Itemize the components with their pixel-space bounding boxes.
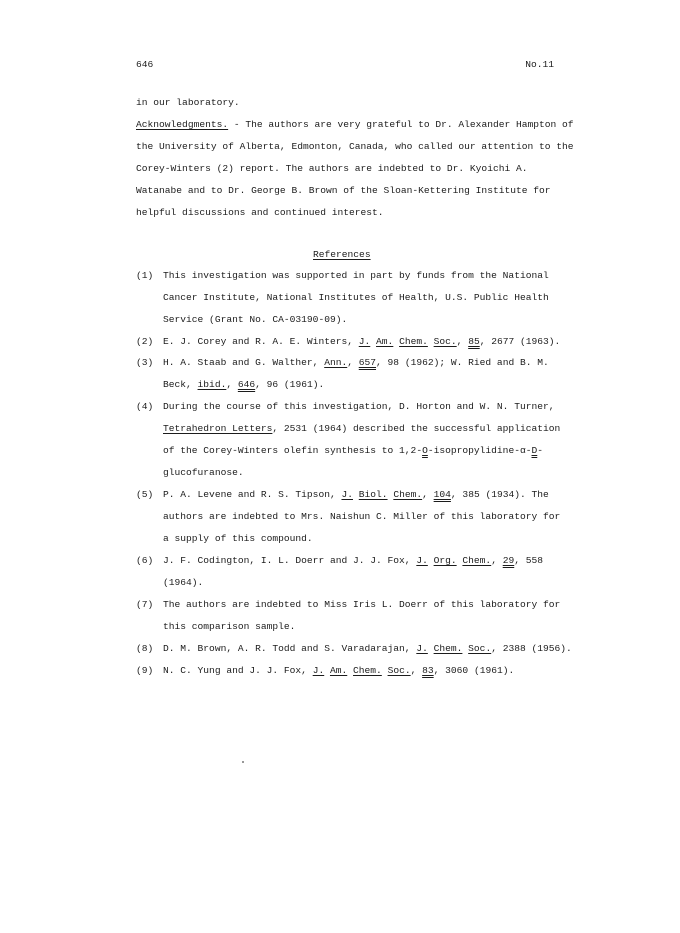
- ref-9-line-1: N. C. Yung and J. J. Fox, J. Am. Chem. Soc., 83, 3060 (1961).: [163, 665, 515, 676]
- ref-3-line-2: Beck, ibid., 646, 96 (1961).: [163, 379, 325, 390]
- ref-4-line-1: During the course of this investigation, D. Horton and W. N. Turner,: [163, 401, 555, 412]
- ref-8-number: (8): [136, 643, 154, 654]
- ref-7-line-2: this comparison sample.: [163, 621, 296, 632]
- ref-6-line-2: (1964).: [163, 577, 204, 588]
- ref-9-number: (9): [136, 665, 154, 676]
- ref-3-line-1: H. A. Staab and G. Walther, Ann., 657, 98 (1962); W. Ried and B. M.: [163, 357, 549, 368]
- ref-1-line-3: Service (Grant No. CA-03190-09).: [163, 314, 348, 325]
- references-heading: References: [313, 249, 371, 260]
- print-speck: [242, 761, 244, 763]
- acknowledgments-line-1: Acknowledgments. - The authors are very grateful to Dr. Alexander Hampton of: [136, 119, 574, 130]
- ref-4-line-4: glucofuranose.: [163, 467, 244, 478]
- ref-7-number: (7): [136, 599, 154, 610]
- page-number: 646: [136, 59, 154, 70]
- issue-number: No.11: [525, 59, 554, 70]
- ref-4-line-3: of the Corey-Winters olefin synthesis to 1,2-O-isopropylidine-α-D-: [163, 445, 544, 456]
- ref-6-number: (6): [136, 555, 154, 566]
- ref-8-line-1: D. M. Brown, A. R. Todd and S. Varadarajan, J. Chem. Soc., 2388 (1956).: [163, 643, 572, 654]
- acknowledgments-line-5: helpful discussions and continued interest.: [136, 207, 384, 218]
- ref-2-line-1: E. J. Corey and R. A. E. Winters, J. Am. Chem. Soc., 85, 2677 (1963).: [163, 336, 561, 347]
- ref-3-number: (3): [136, 357, 154, 368]
- ref-2-number: (2): [136, 336, 154, 347]
- ref-1-line-2: Cancer Institute, National Institutes of Health, U.S. Public Health: [163, 292, 549, 303]
- acknowledgments-line-4: Watanabe and to Dr. George B. Brown of the Sloan-Kettering Institute for: [136, 185, 551, 196]
- ref-1-number: (1): [136, 270, 154, 281]
- intro-line: in our laboratory.: [136, 97, 240, 108]
- ref-4-number: (4): [136, 401, 154, 412]
- ref-5-number: (5): [136, 489, 154, 500]
- ref-4-line-2: Tetrahedron Letters, 2531 (1964) described the successful application: [163, 423, 561, 434]
- ref-5-line-1: P. A. Levene and R. S. Tipson, J. Biol. Chem., 104, 385 (1934). The: [163, 489, 549, 500]
- ref-1-line-1: This investigation was supported in part by funds from the National: [163, 270, 549, 281]
- acknowledgments-line-3: Corey-Winters (2) report. The authors are indebted to Dr. Kyoichi A.: [136, 163, 528, 174]
- acknowledgments-line-2: the University of Alberta, Edmonton, Canada, who called our attention to the: [136, 141, 574, 152]
- ref-7-line-1: The authors are indebted to Miss Iris L. Doerr of this laboratory for: [163, 599, 561, 610]
- acknowledgments-heading: Acknowledgments.: [136, 119, 229, 130]
- ref-5-line-2: authors are indebted to Mrs. Naishun C. Miller of this laboratory for: [163, 511, 561, 522]
- ref-5-line-3: a supply of this compound.: [163, 533, 313, 544]
- ref-6-line-1: J. F. Codington, I. L. Doerr and J. J. Fox, J. Org. Chem., 29, 558: [163, 555, 544, 566]
